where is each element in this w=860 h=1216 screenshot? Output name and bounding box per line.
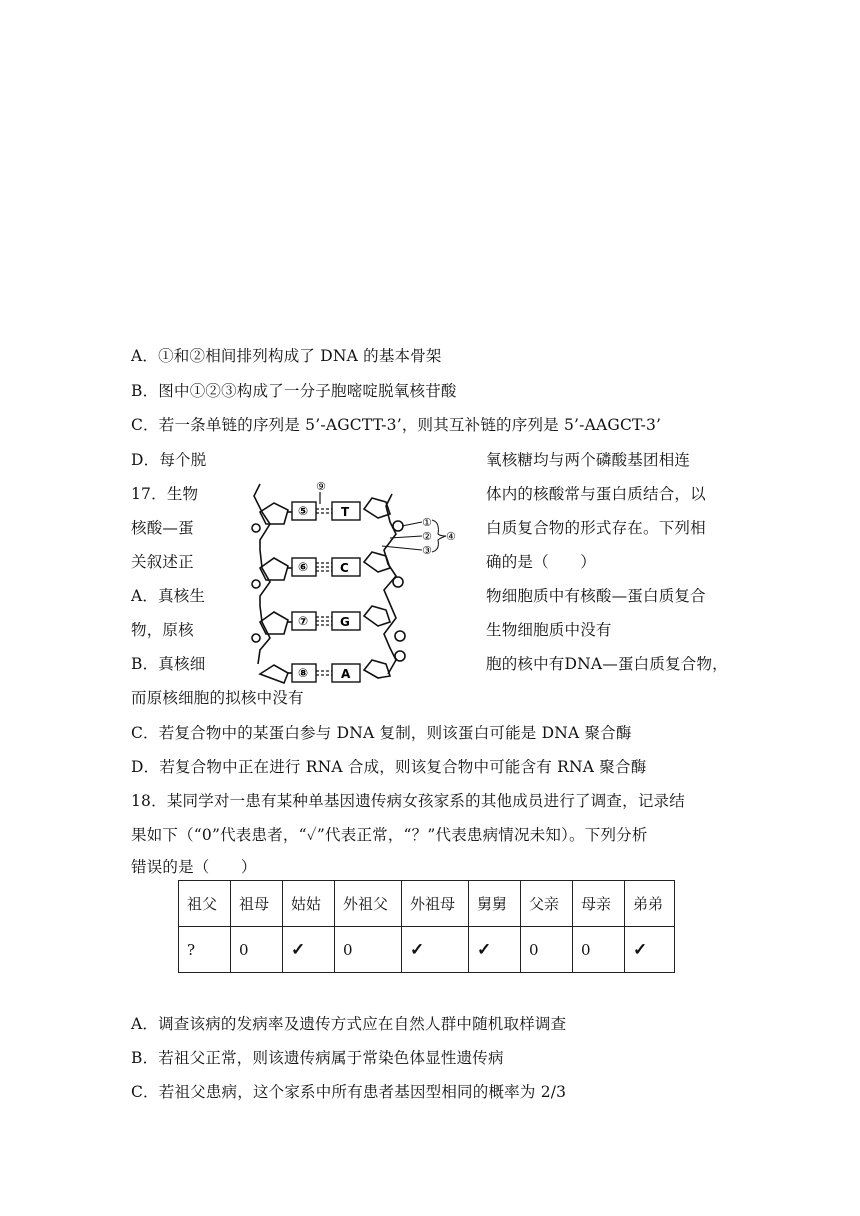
base-pair-base-c: C xyxy=(340,561,349,575)
base-pair-base-t: T xyxy=(341,505,350,519)
family-survey-table xyxy=(178,880,675,973)
table-value-cell: ✓ xyxy=(469,927,521,973)
table-header-cell: 外祖母 xyxy=(402,881,469,927)
q18-option-a: A．调查该病的发病率及遗传方式应在自然人群中随机取样调查 xyxy=(131,1015,567,1033)
q17-option-d: D．若复合物中正在进行 RNA 合成，则该复合物中可能含有 RNA 聚合酶 xyxy=(131,758,647,776)
q17-stem-line2-right: 白质复合物的形式存在。下列相 xyxy=(486,519,706,537)
base-pair-num-8: ⑧ xyxy=(298,666,309,680)
base-pair-num-5: ⑤ xyxy=(298,504,309,518)
q16-option-c: C．若一条单链的序列是 5’-AGCTT-3’，则其互补链的序列是 5’-AAGCT-3’ xyxy=(131,416,662,434)
table-value-cell: 0 xyxy=(521,927,573,973)
base-pair-base-a: A xyxy=(341,667,351,681)
q16-option-b: B．图中①②③构成了一分子胞嘧啶脱氧核苷酸 xyxy=(131,382,457,400)
table-value-cell: ? xyxy=(179,927,231,973)
table-value-cell: ✓ xyxy=(283,927,335,973)
q16-option-d-right: 氧核糖均与两个磷酸基团相连 xyxy=(486,451,691,469)
q16-option-a: A．①和②相间排列构成了 DNA 的基本骨架 xyxy=(131,347,442,365)
figure-label-2: ② xyxy=(422,530,432,543)
q17-option-a-line1-left: A．真核生 xyxy=(131,587,206,605)
q18-stem-line3: 错误的是（ ） xyxy=(131,858,257,876)
base-pair-num-6: ⑥ xyxy=(298,560,309,574)
figure-label-4: ④ xyxy=(446,530,456,543)
q17-option-a-line2-right: 生物细胞质中没有 xyxy=(486,621,612,639)
table-header-cell: 舅舅 xyxy=(469,881,521,927)
q18-stem-line1: 18．某同学对一患有某种单基因遗传病女孩家系的其他成员进行了调查，记录结 xyxy=(131,792,685,810)
table-value-cell: 0 xyxy=(231,927,283,973)
table-value-cell: ✓ xyxy=(625,927,675,973)
q17-stem-line1-left: 17．生物 xyxy=(131,485,199,503)
q17-stem-line3-left: 关叙述正 xyxy=(131,553,194,571)
q17-option-b-line2: 而原核细胞的拟核中没有 xyxy=(131,689,304,707)
table-header-cell: 外祖父 xyxy=(335,881,402,927)
base-pair-num-7: ⑦ xyxy=(298,614,309,628)
table-header-cell: 祖母 xyxy=(231,881,283,927)
dna-structure-diagram xyxy=(236,478,462,684)
table-header-cell: 弟弟 xyxy=(625,881,675,927)
q17-option-b-line1-right: 胞的核中有DNA—蛋白质复合物， xyxy=(486,655,728,673)
figure-label-9: ⑨ xyxy=(316,480,326,493)
q17-stem-line1-right: 体内的核酸常与蛋白质结合，以 xyxy=(486,485,706,503)
q18-option-c: C．若祖父患病，这个家系中所有患者基因型相同的概率为 2/3 xyxy=(131,1083,567,1101)
q17-option-a-line2-left: 物，原核 xyxy=(131,621,194,639)
q17-option-b-line1-left: B．真核细 xyxy=(131,655,206,673)
figure-label-3: ③ xyxy=(422,544,432,557)
table-value-row xyxy=(179,927,675,973)
base-pair-base-g: G xyxy=(340,615,350,629)
table-header-cell: 姑姑 xyxy=(283,881,335,927)
table-value-cell: ✓ xyxy=(402,927,469,973)
q18-option-b: B．若祖父正常，则该遗传病属于常染色体显性遗传病 xyxy=(131,1049,504,1067)
q17-stem-line3-right: 确的是（ ） xyxy=(486,553,596,571)
table-header-cell: 祖父 xyxy=(179,881,231,927)
q16-option-d-left: D．每个脱 xyxy=(131,451,207,469)
q17-option-a-line1-right: 物细胞质中有核酸—蛋白质复合 xyxy=(486,587,706,605)
q17-stem-line2-left: 核酸—蛋 xyxy=(131,519,194,537)
table-header-cell: 父亲 xyxy=(521,881,573,927)
table-header-row xyxy=(179,881,675,927)
table-header-cell: 母亲 xyxy=(573,881,625,927)
q18-stem-line2: 果如下（“0”代表患者，“✓”代表正常，“？”代表患病情况未知）。下列分析 xyxy=(131,826,648,844)
table-value-cell: 0 xyxy=(573,927,625,973)
q17-option-c: C．若复合物中的某蛋白参与 DNA 复制，则该蛋白可能是 DNA 聚合酶 xyxy=(131,724,632,742)
table-value-cell: 0 xyxy=(335,927,402,973)
figure-label-1: ① xyxy=(422,516,432,529)
